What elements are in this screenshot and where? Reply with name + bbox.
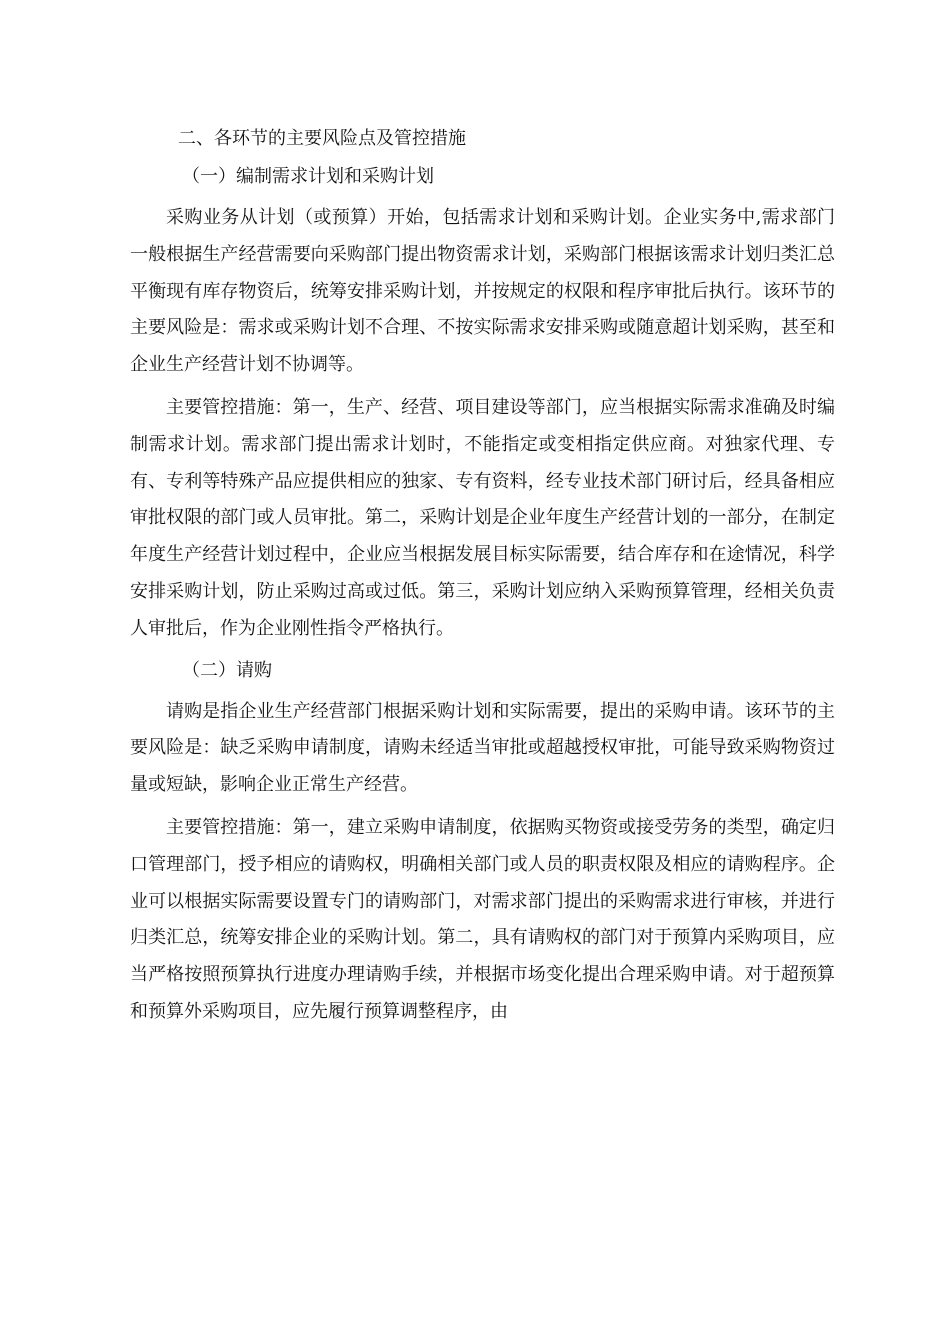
document-body	[130, 122, 835, 1037]
section-heading-main: 二、各环节的主要风险点及管控措施	[178, 128, 466, 149]
subsection-heading-1: （一）编制需求计划和采购计划	[182, 166, 434, 187]
paragraph: 采购业务从计划（或预算）开始，包括需求计划和采购计划。企业实务中,需求部门一般根据生产经营需要向采购部门提出物资需求计划，采购部门根据该需求计划归类汇总平衡现有库存物资后，统筹安排采购计划，并按规定的权限和程序审批后执行。该环节的主要风险是：需求或采购计划不合理、不按实际需求安排采购或随意超计划采购，甚至和企业生产经营计划不协调等。	[130, 207, 835, 376]
paragraph: 请购是指企业生产经营部门根据采购计划和实际需要，提出的采购申请。该环节的主要风险是：缺乏采购申请制度，请购未经适当审批或超越授权审批，可能导致采购物资过量或短缺，影响企业正常生产经营。	[130, 700, 835, 796]
subsection-heading-2: （二）请购	[182, 659, 272, 681]
paragraph: 主要管控措施：第一，生产、经营、项目建设等部门，应当根据实际需求准确及时编制需求计划。需求部门提出需求计划时，不能指定或变相指定供应商。对独家代理、专有、专利等特殊产品应提供相应的独家、专有资料，经专业技术部门研讨后，经具备相应审批权限的部门或人员审批。第二，采购计划是企业年度生产经营计划的一部分，在制定年度生产经营计划过程中，企业应当根据发展目标实际需要，结合库存和在途情况，科学安排采购计划，防止采购过高或过低。第三，采购计划应纳入采购预算管理，经相关负责人审批后，作为企业刚性指令严格执行。	[130, 396, 835, 639]
paragraph: 主要管控措施：第一，建立采购申请制度，依据购买物资或接受劳务的类型，确定归口管理部门，授予相应的请购权，明确相关部门或人员的职责权限及相应的请购程序。企业可以根据实际需要设置专门的请购部门，对需求部门提出的采购需求进行审核，并进行归类汇总，统筹安排企业的采购计划。第二，具有请购权的部门对于预算内采购项目，应当严格按照预算执行进度办理请购手续，并根据市场变化提出合理采购申请。对于超预算和预算外采购项目，应先履行预算调整程序，由	[130, 816, 835, 1022]
